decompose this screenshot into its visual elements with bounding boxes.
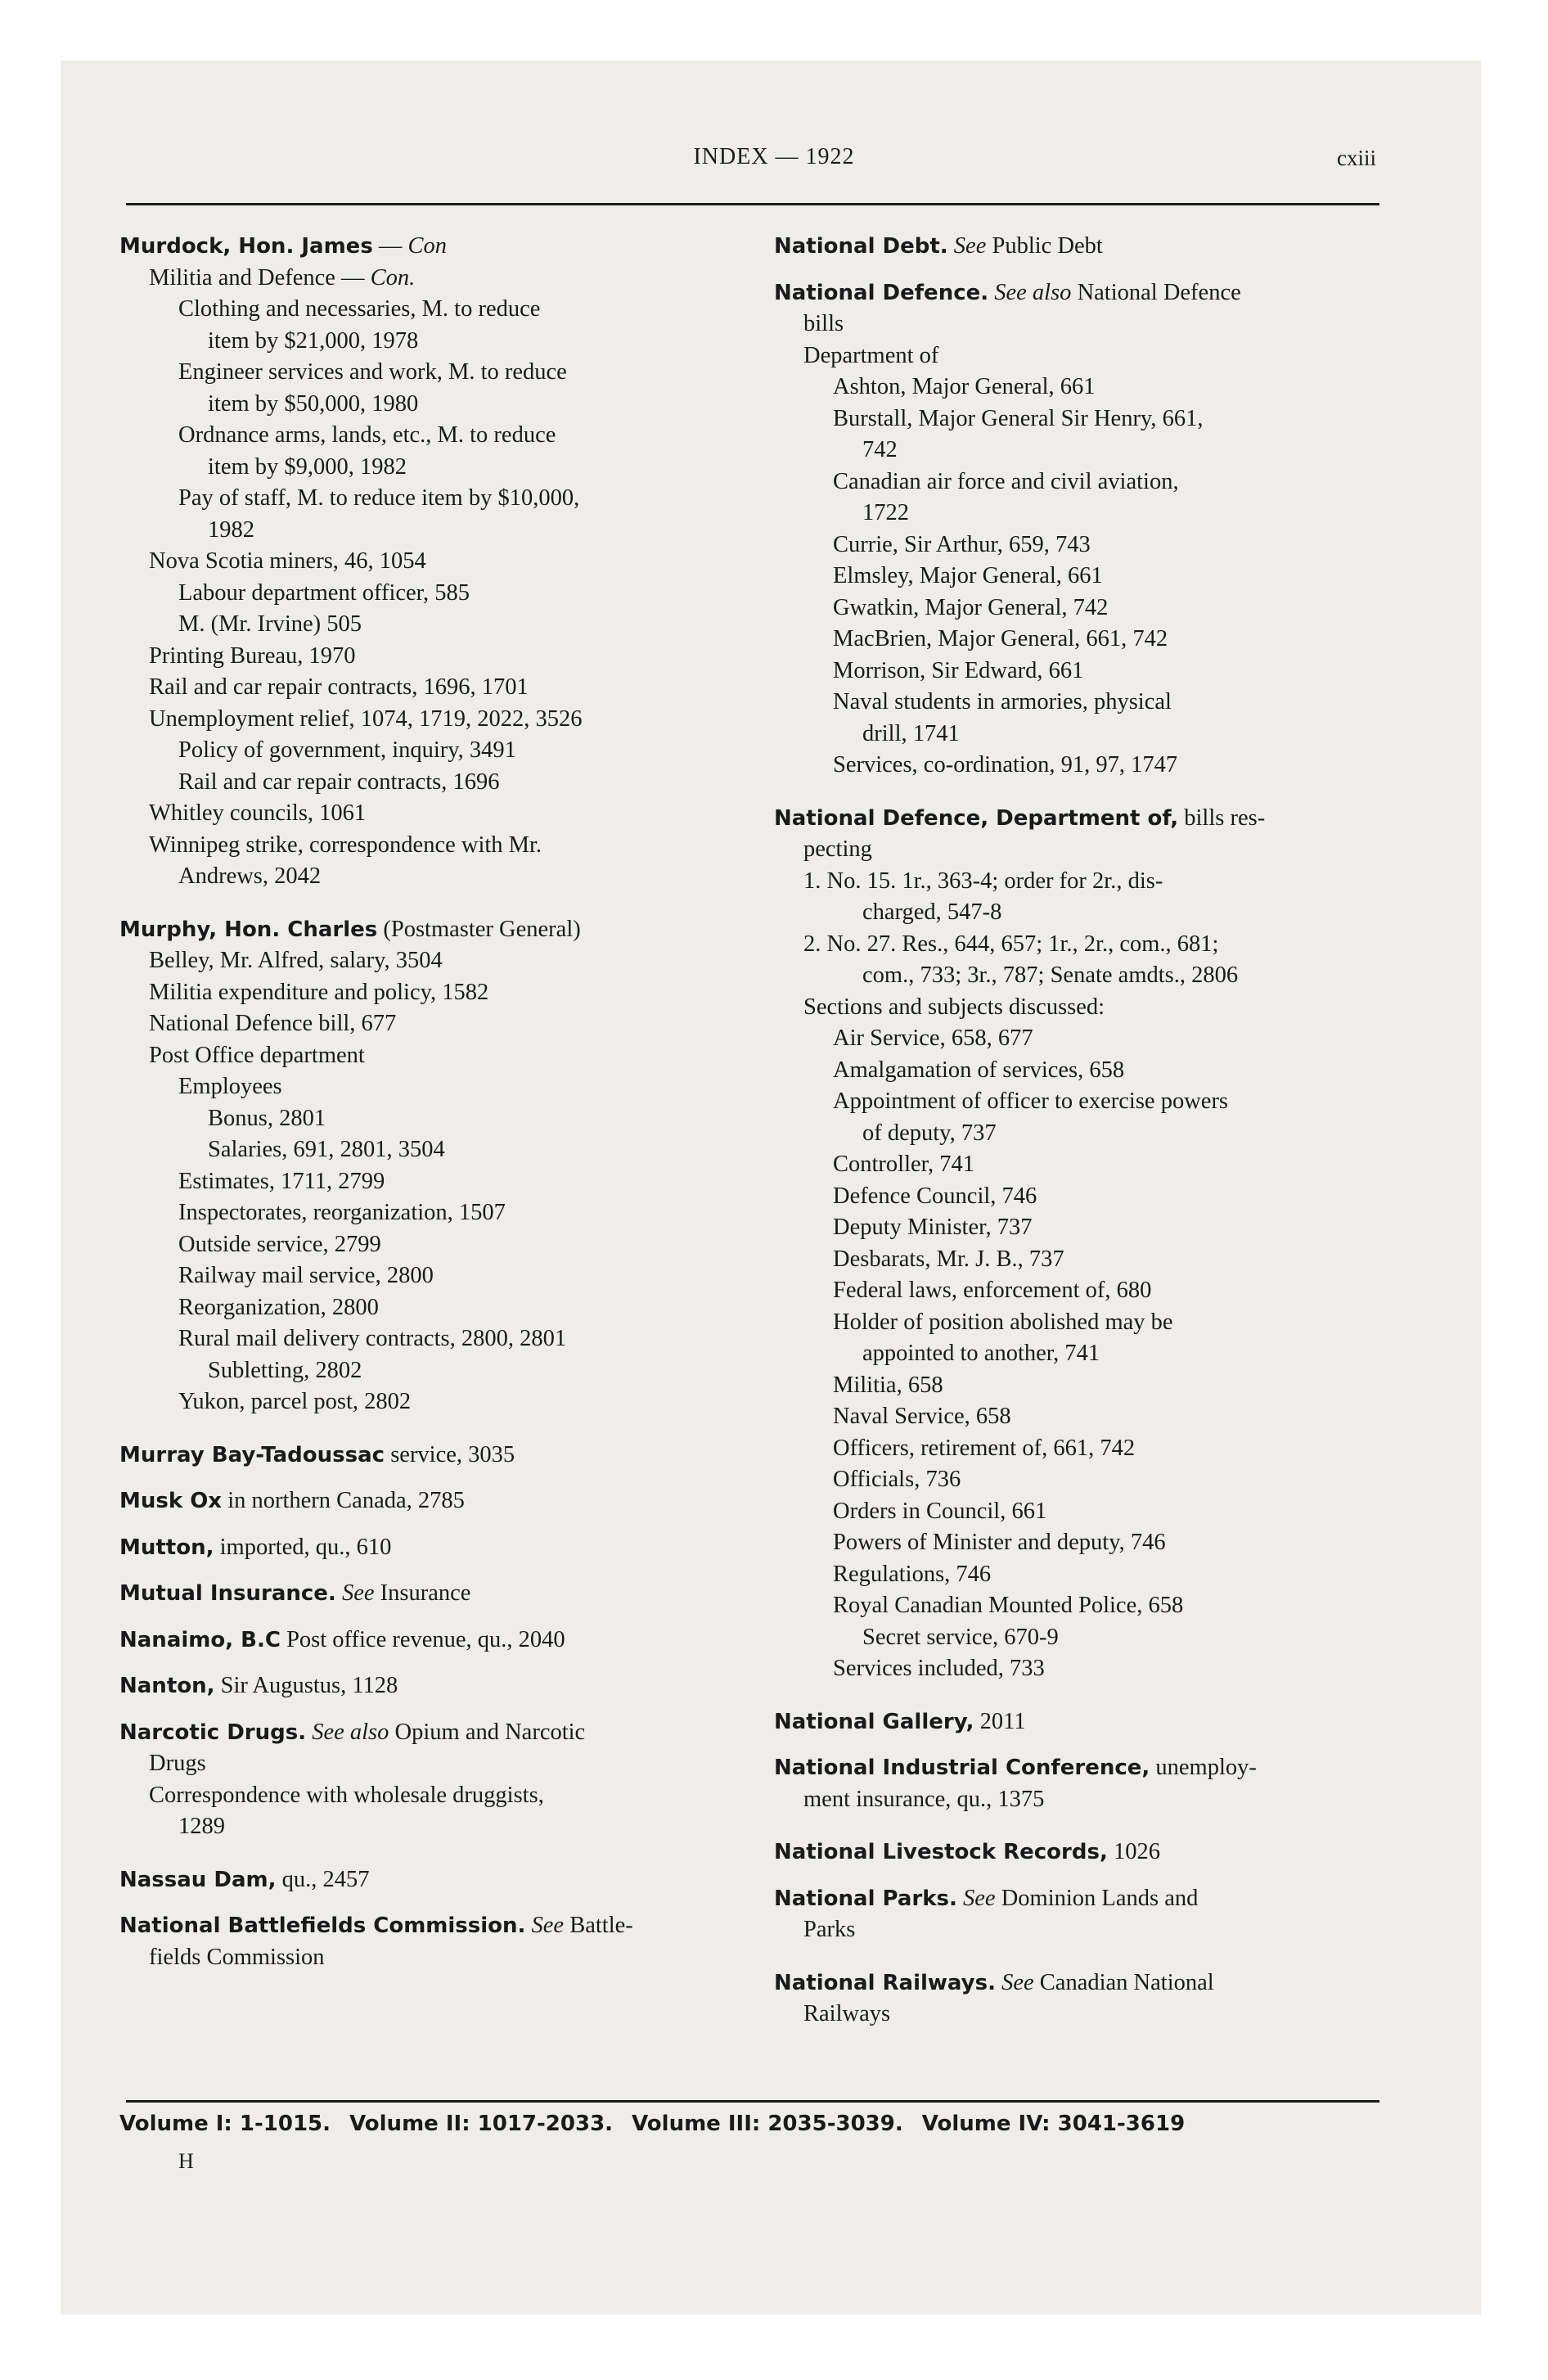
footer-divider <box>126 2100 1379 2103</box>
entry-subline <box>119 1386 741 1418</box>
entry-subline <box>774 1464 1379 1496</box>
entry-see-ref: See <box>953 233 987 259</box>
entry-text: Drugs <box>149 1751 206 1776</box>
entry-subline <box>119 357 741 389</box>
entry-text: 2. No. 27. Res., 644, 657; 1r., 2r., com., 681; <box>803 931 1219 957</box>
entry-subline <box>119 977 741 1009</box>
entry-text: Militia, 658 <box>833 1372 943 1398</box>
entry-subline <box>119 1071 741 1103</box>
entry-text: Militia expenditure and policy, 1582 <box>149 979 489 1005</box>
entry-text: Estimates, 1711, 2799 <box>178 1168 385 1194</box>
entry-heading-line <box>119 1625 741 1657</box>
entry-text: Services, co-ordination, 91, 97, 1747 <box>833 752 1178 778</box>
entry-heading: National Gallery, <box>774 1709 974 1734</box>
entry-text: Post Office department <box>149 1042 365 1068</box>
entry-text: Royal Canadian Mounted Police, 658 <box>833 1593 1184 1618</box>
entry-text: Labour department officer, 585 <box>178 579 470 606</box>
index-entry <box>119 231 741 893</box>
entry-subline <box>119 735 741 767</box>
index-entry <box>119 914 741 1418</box>
entry-heading-line <box>774 1837 1379 1868</box>
entry-text: Battle- <box>564 1913 633 1938</box>
entry-subline <box>774 1118 1379 1150</box>
entry-heading: National Industrial Conference, <box>774 1756 1150 1780</box>
entry-text: Engineer services and work, M. to reduce <box>178 359 567 385</box>
entry-text: National Defence <box>1071 279 1241 305</box>
entry-subline <box>119 1292 741 1324</box>
entry-text: Naval Service, 658 <box>833 1404 1011 1429</box>
entry-see-ref: See <box>963 1885 996 1911</box>
entry-heading: Murphy, Hon. Charles <box>119 917 378 942</box>
entry-heading-line <box>119 1578 741 1610</box>
entry-subline <box>774 309 1379 340</box>
entry-subline <box>119 1355 741 1387</box>
entry-text: Policy of government, inquiry, 3491 <box>178 737 516 763</box>
entry-text: bills res- <box>1178 805 1266 831</box>
entry-subline <box>774 561 1379 593</box>
entry-subline <box>774 1307 1379 1339</box>
entry-text: 1982 <box>208 516 254 543</box>
entry-subline <box>774 593 1379 624</box>
entry-heading: Mutton, <box>119 1535 214 1560</box>
entry-subline <box>119 389 741 421</box>
entry-subline <box>119 861 741 893</box>
entry-heading: Murdock, Hon. James <box>119 234 373 259</box>
entry-text: M. (Mr. Irvine) 505 <box>178 611 362 637</box>
entry-text: Orders in Council, 661 <box>833 1498 1047 1524</box>
entry-subline <box>119 830 741 862</box>
entry-text: Federal laws, enforcement of, 680 <box>833 1278 1152 1303</box>
entry-heading-line <box>119 231 741 263</box>
entry-text: unemploy- <box>1150 1755 1257 1780</box>
page-number: cxiii <box>1337 146 1376 170</box>
entry-see-ref: See <box>1001 1969 1034 1995</box>
entry-text: Post office revenue, qu., 2040 <box>280 1626 565 1652</box>
entry-text: Outside service, 2799 <box>178 1231 381 1257</box>
entry-text: Burstall, Major General Sir Henry, 661, <box>833 405 1204 431</box>
entry-subline <box>119 326 741 358</box>
entry-text: qu., 2457 <box>276 1866 370 1892</box>
entry-subline <box>119 641 741 673</box>
index-entry <box>119 1910 741 1973</box>
entry-text: Opium and Narcotic <box>389 1719 586 1745</box>
entry-see-ref: See <box>531 1913 565 1938</box>
entry-heading: National Debt. <box>774 234 948 259</box>
entry-text: Reorganization, 2800 <box>178 1294 379 1320</box>
entry-heading: Mutual Insurance. <box>119 1581 336 1606</box>
entry-heading-line <box>774 1883 1379 1915</box>
entry-heading-line <box>774 803 1379 835</box>
entry-subline <box>774 1338 1379 1370</box>
entry-subline <box>774 1244 1379 1276</box>
entry-heading-line <box>774 277 1379 309</box>
entry-subline <box>774 1433 1379 1465</box>
entry-subline <box>774 467 1379 498</box>
entry-text: Elmsley, Major General, 661 <box>833 563 1103 588</box>
index-entry <box>119 1440 741 1472</box>
entry-text: Bonus, 2801 <box>208 1105 326 1131</box>
entry-subline <box>119 1103 741 1135</box>
page-title: INDEX — 1922 <box>693 144 855 169</box>
entry-heading: Musk Ox <box>119 1489 223 1513</box>
entry-subline <box>774 1914 1379 1946</box>
entry-subline <box>774 1149 1379 1181</box>
index-entry <box>119 1670 741 1702</box>
entry-heading: National Battlefields Commission. <box>119 1913 526 1938</box>
entry-text: Canadian air force and civil aviation, <box>833 468 1179 494</box>
entry-subline <box>774 1527 1379 1559</box>
entry-subline <box>119 1040 741 1072</box>
entry-text: Desbarats, Mr. J. B., 737 <box>833 1246 1064 1272</box>
index-entry <box>774 1968 1379 2031</box>
entry-heading-line <box>774 1706 1379 1738</box>
entry-text: Correspondence with wholesale druggists, <box>149 1782 544 1808</box>
entry-subline <box>119 1008 741 1040</box>
entry-text: Secret service, 670-9 <box>862 1624 1059 1650</box>
entry-text: 742 <box>862 437 898 462</box>
entry-heading-line <box>119 1717 741 1749</box>
entry-text: National Defence bill, 677 <box>149 1011 397 1036</box>
entry-subline <box>774 435 1379 467</box>
entry-subline <box>119 1323 741 1355</box>
entry-text: Whitley councils, 1061 <box>149 800 367 826</box>
entry-subline <box>119 1166 741 1198</box>
entry-subline <box>774 750 1379 782</box>
entry-text: Subletting, 2802 <box>208 1357 362 1383</box>
index-entry <box>119 1485 741 1517</box>
entry-heading-line <box>119 1532 741 1564</box>
entry-subline <box>774 498 1379 530</box>
entry-subline <box>774 1370 1379 1402</box>
entry-text: 1026 <box>1107 1839 1160 1864</box>
entry-subline <box>119 1942 741 1974</box>
entry-see-ref: See also <box>994 279 1072 305</box>
entry-subline <box>774 1055 1379 1087</box>
entry-text: Controller, 741 <box>833 1152 975 1177</box>
entry-text: fields Commission <box>149 1944 325 1970</box>
entry-text: Railway mail service, 2800 <box>178 1263 434 1288</box>
entry-subline <box>774 1999 1379 2031</box>
entry-subline <box>119 578 741 610</box>
entry-subline <box>119 609 741 641</box>
entry-text: Rail and car repair contracts, 1696, 1701 <box>149 674 529 700</box>
entry-subline <box>119 1780 741 1812</box>
entry-subline <box>774 834 1379 866</box>
entry-subline <box>119 1811 741 1843</box>
entry-text: Parks <box>803 1917 856 1942</box>
index-entry <box>774 231 1379 263</box>
entry-text: Andrews, 2042 <box>178 863 322 889</box>
entry-subline <box>774 1086 1379 1118</box>
entry-text: Yukon, parcel post, 2802 <box>178 1389 412 1414</box>
index-column-left <box>119 231 741 1995</box>
entry-heading: Nanaimo, B.C <box>119 1627 281 1652</box>
entry-subline <box>774 1622 1379 1654</box>
volume-range: Volume I: 1-1015. <box>119 2112 331 2136</box>
entry-see-ref: See also <box>312 1719 389 1745</box>
entry-text: Services included, 733 <box>833 1656 1045 1681</box>
entry-text: Officers, retirement of, 661, 742 <box>833 1435 1136 1461</box>
entry-text: of deputy, 737 <box>862 1120 997 1146</box>
entry-subline <box>119 452 741 484</box>
volume-range: Volume II: 1017-2033. <box>349 2112 614 2136</box>
entry-text: Amalgamation of services, 658 <box>833 1057 1125 1083</box>
entry-subline <box>774 719 1379 751</box>
entry-text: com., 733; 3r., 787; Senate amdts., 2806 <box>862 962 1239 988</box>
entry-text: Rail and car repair contracts, 1696 <box>178 769 500 795</box>
entry-text: Powers of Minister and deputy, 746 <box>833 1530 1166 1555</box>
entry-heading: National Parks. <box>774 1886 957 1911</box>
entry-heading: National Defence, Department of, <box>774 805 1179 831</box>
entry-subline <box>774 530 1379 561</box>
entry-text: Sir Augustus, 1128 <box>214 1673 398 1698</box>
entry-subline <box>119 1229 741 1261</box>
entry-subline <box>119 1260 741 1292</box>
entry-subline <box>119 704 741 736</box>
entry-text: Holder of position abolished may be <box>833 1309 1173 1335</box>
entry-subline <box>119 672 741 704</box>
entry-text: Winnipeg strike, correspondence with Mr. <box>149 832 542 858</box>
entry-heading-line <box>119 1864 741 1896</box>
entry-text: Unemployment relief, 1074, 1719, 2022, 3526 <box>149 705 583 732</box>
index-entry <box>119 1578 741 1610</box>
entry-subline <box>774 1181 1379 1213</box>
entry-heading-line <box>119 1485 741 1517</box>
entry-text: drill, 1741 <box>862 720 960 746</box>
entry-text <box>957 1886 963 1911</box>
entry-see-ref: Con. <box>370 264 416 291</box>
entry-heading: National Railways. <box>774 1970 996 1995</box>
entry-subline <box>774 687 1379 719</box>
entry-heading: National Livestock Records, <box>774 1840 1108 1864</box>
entry-subline <box>774 866 1379 898</box>
entry-subline <box>119 767 741 799</box>
index-entry <box>119 1625 741 1657</box>
entry-text: Ordnance arms, lands, etc., M. to reduce <box>178 422 556 448</box>
entry-text: Inspectorates, reorganization, 1507 <box>178 1200 506 1225</box>
entry-text: 1. No. 15. 1r., 363-4; order for 2r., dis- <box>803 868 1163 894</box>
entry-subline <box>119 420 741 452</box>
entry-heading-line <box>119 1440 741 1472</box>
entry-subline <box>774 960 1379 992</box>
entry-text: service, 3035 <box>385 1441 515 1467</box>
entry-text: Sections and subjects discussed: <box>803 994 1105 1020</box>
index-entry <box>119 1717 741 1843</box>
entry-text: Pay of staff, M. to reduce item by $10,000, <box>178 485 580 511</box>
entry-subline <box>774 1496 1379 1528</box>
entry-subline <box>119 1134 741 1166</box>
entry-subline <box>119 1197 741 1229</box>
entry-subline <box>774 624 1379 656</box>
entry-subline <box>119 515 741 547</box>
entry-heading-line <box>119 1670 741 1702</box>
entry-text: Employees <box>178 1074 282 1099</box>
entry-heading: Nanton, <box>119 1674 215 1698</box>
index-entry <box>774 277 1379 782</box>
entry-text: Insurance <box>374 1580 471 1606</box>
entry-text: Clothing and necessaries, M. to reduce <box>178 296 541 322</box>
index-entry <box>774 1837 1379 1868</box>
entry-text: Rural mail delivery contracts, 2800, 2801 <box>178 1326 567 1351</box>
entry-subline <box>119 945 741 977</box>
entry-heading-line <box>119 914 741 946</box>
entry-subline <box>774 1784 1379 1816</box>
entry-subline <box>119 1748 741 1780</box>
index-entry <box>119 1864 741 1896</box>
entry-text <box>525 1913 531 1938</box>
entry-heading-line <box>774 1968 1379 1999</box>
entry-subline <box>774 897 1379 929</box>
entry-text: Gwatkin, Major General, 742 <box>833 594 1109 620</box>
header-divider <box>126 203 1379 205</box>
entry-see-ref: Con <box>407 233 448 259</box>
entry-text: Militia and Defence — <box>149 264 371 291</box>
entry-text: item by $9,000, 1982 <box>208 453 407 480</box>
volume-range: Volume IV: 3041-3619 <box>921 2112 1186 2136</box>
entry-text <box>948 233 954 259</box>
entry-subline <box>774 992 1379 1024</box>
entry-heading-line <box>774 1752 1379 1784</box>
entry-subline <box>119 263 741 295</box>
entry-text: MacBrien, Major General, 661, 742 <box>833 626 1168 651</box>
entry-text: Salaries, 691, 2801, 3504 <box>208 1137 445 1162</box>
volume-range: Volume III: 2035-3039. <box>632 2112 903 2136</box>
entry-subline <box>774 1023 1379 1055</box>
entry-subline <box>774 1590 1379 1622</box>
index-entry <box>119 1532 741 1564</box>
entry-text: Public Debt <box>986 233 1103 259</box>
entry-subline <box>774 403 1379 435</box>
entry-text: Department of <box>803 342 939 368</box>
entry-text: — <box>372 233 408 259</box>
entry-heading: Nassau Dam, <box>119 1867 277 1892</box>
signature-mark: H <box>178 2149 194 2173</box>
entry-subline <box>774 1653 1379 1685</box>
entry-subline <box>774 1401 1379 1433</box>
entry-text: Railways <box>803 2001 891 2026</box>
entry-text: 1722 <box>862 500 909 525</box>
entry-text <box>336 1580 342 1606</box>
entry-text: Deputy Minister, 737 <box>833 1215 1033 1240</box>
entry-text: in northern Canada, 2785 <box>222 1488 465 1513</box>
entry-text: (Postmaster General) <box>377 916 581 942</box>
entry-text: charged, 547-8 <box>862 899 1002 925</box>
entry-text: pecting <box>803 836 872 862</box>
index-entry <box>774 803 1379 1685</box>
entry-text: 1289 <box>178 1814 225 1839</box>
entry-see-ref: See <box>341 1580 375 1606</box>
entry-heading: Narcotic Drugs. <box>119 1720 307 1745</box>
entry-subline <box>119 546 741 578</box>
entry-text: Dominion Lands and <box>995 1885 1199 1911</box>
entry-text: Defence Council, 746 <box>833 1183 1037 1209</box>
volume-ranges <box>119 2112 1396 2136</box>
entry-text: Officials, 736 <box>833 1467 961 1492</box>
entry-text: item by $50,000, 1980 <box>208 390 419 417</box>
entry-text: 2011 <box>974 1708 1026 1734</box>
entry-text: Belley, Mr. Alfred, salary, 3504 <box>149 948 443 973</box>
entry-text: Nova Scotia miners, 46, 1054 <box>149 548 426 574</box>
entry-text: Ashton, Major General, 661 <box>833 374 1096 399</box>
entry-subline <box>774 340 1379 372</box>
entry-text: ment insurance, qu., 1375 <box>803 1786 1045 1812</box>
entry-subline <box>774 1559 1379 1591</box>
index-entry <box>774 1883 1379 1946</box>
entry-subline <box>774 929 1379 961</box>
entry-subline <box>774 1275 1379 1307</box>
entry-text: Air Service, 658, 677 <box>833 1025 1033 1051</box>
index-column-right <box>774 231 1379 2052</box>
entry-text: item by $21,000, 1978 <box>208 327 419 354</box>
entry-text: Appointment of officer to exercise powers <box>833 1089 1229 1114</box>
entry-subline <box>774 1212 1379 1244</box>
entry-text: Regulations, 746 <box>833 1561 992 1587</box>
index-entry <box>774 1706 1379 1738</box>
index-entry <box>774 1752 1379 1815</box>
entry-text: Morrison, Sir Edward, 661 <box>833 657 1084 683</box>
entry-text: imported, qu., 610 <box>214 1534 392 1560</box>
entry-heading: National Defence. <box>774 280 989 305</box>
entry-subline <box>774 656 1379 687</box>
entry-text: Printing Bureau, 1970 <box>149 642 356 669</box>
entry-subline <box>119 294 741 326</box>
entry-heading-line <box>774 231 1379 263</box>
entry-text: appointed to another, 741 <box>862 1341 1100 1366</box>
entry-text: Canadian National <box>1033 1969 1214 1995</box>
entry-heading: Murray Bay-Tadoussac <box>119 1442 385 1467</box>
entry-text: bills <box>803 311 844 336</box>
entry-subline <box>774 372 1379 403</box>
entry-text: Naval students in armories, physical <box>833 689 1172 714</box>
entry-heading-line <box>119 1910 741 1942</box>
entry-subline <box>119 798 741 830</box>
entry-subline <box>119 483 741 515</box>
entry-text: Currie, Sir Arthur, 659, 743 <box>833 531 1091 557</box>
